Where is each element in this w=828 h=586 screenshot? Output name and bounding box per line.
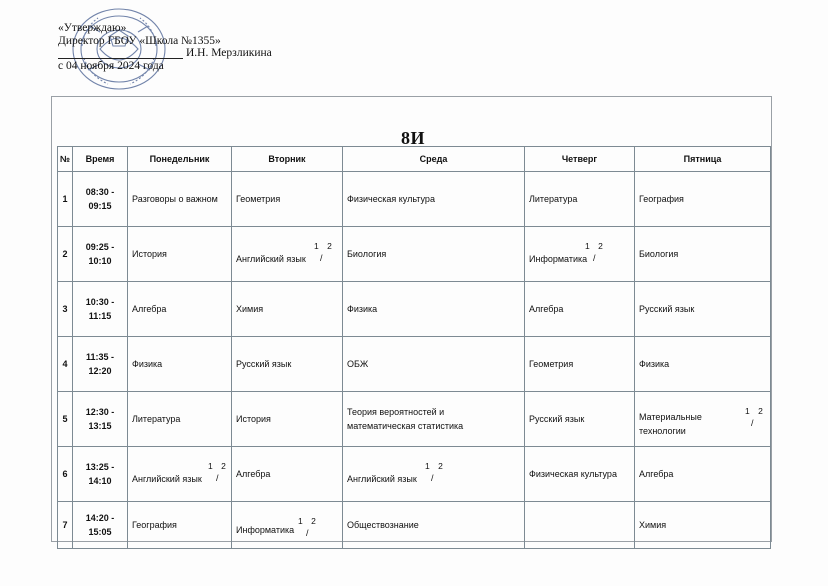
lesson-number: 6: [58, 447, 73, 502]
lesson-cell-fri: [635, 392, 771, 447]
subject-name: Обществознание: [347, 520, 419, 530]
table-row: [58, 502, 771, 549]
time-start: 09:25 -: [85, 242, 115, 252]
lesson-time: [73, 337, 128, 392]
subject-name: Литература: [529, 194, 578, 204]
subject-name: Разговоры о важном: [132, 194, 218, 204]
lesson-cell-tue: [232, 392, 343, 447]
subject-name: Физическая культура: [347, 194, 435, 204]
time-end: 14:10: [88, 476, 112, 486]
subject-name: Литература: [132, 414, 181, 424]
table-row: [58, 392, 771, 447]
time-end: 12:20: [88, 366, 112, 376]
subject-name: География: [132, 520, 177, 530]
lesson-number: 5: [58, 392, 73, 447]
lesson-cell-thu: [525, 282, 635, 337]
time-start: 13:25 -: [85, 462, 115, 472]
lesson-cell-wed: [343, 227, 525, 282]
lesson-number: 3: [58, 282, 73, 337]
header-number: №: [58, 147, 73, 172]
time-start: 12:30 -: [85, 407, 115, 417]
subject-name: Материальные технологии: [639, 412, 702, 437]
subject-name: Английский язык: [132, 474, 202, 485]
subject-name: Геометрия: [529, 359, 574, 369]
subject-name: Физическая культура: [529, 469, 617, 479]
group-divider: /: [751, 418, 754, 428]
subject-name: Алгебра: [529, 304, 564, 314]
class-title: 8И: [400, 128, 425, 148]
lesson-cell-fri: [635, 227, 771, 282]
header-thursday: Четверг: [525, 147, 635, 172]
lesson-cell-tue: [232, 337, 343, 392]
lesson-cell-thu: [525, 502, 635, 549]
lesson-time: [73, 392, 128, 447]
lesson-cell-wed: [343, 392, 525, 447]
approval-line1: «Утверждаю»: [58, 22, 127, 34]
subject-name: География: [639, 194, 684, 204]
approval-date: с 04 ноября 2024 года: [58, 60, 164, 72]
lesson-cell-thu: [525, 337, 635, 392]
subject-name: Физика: [639, 359, 670, 369]
subject-name: Теория вероятностей и математическая статистика: [347, 407, 464, 431]
table-row: [58, 337, 771, 392]
time-start: 10:30 -: [85, 297, 115, 307]
time-end: 13:15: [88, 421, 112, 431]
approval-line2: Директор ГБОУ «Школа №1355»: [58, 34, 221, 47]
lesson-cell-fri: [635, 282, 771, 337]
lesson-number: 2: [58, 227, 73, 282]
time-start: 08:30 -: [85, 187, 115, 197]
lesson-cell-tue: [232, 282, 343, 337]
lesson-time: [73, 282, 128, 337]
signature-rule: [58, 58, 183, 59]
subject-name: Алгебра: [132, 304, 167, 314]
subject-name: Химия: [639, 520, 667, 530]
group-divider: /: [216, 473, 219, 483]
group-divider: /: [431, 473, 434, 483]
group-marks: 1 2: [425, 461, 446, 471]
group-marks: 1 2: [745, 406, 766, 416]
lesson-cell-thu: [525, 227, 635, 282]
subject-name: Алгебра: [639, 469, 674, 479]
group-marks: 1 2: [298, 516, 319, 526]
lesson-cell-fri: [635, 447, 771, 502]
subject-name: Физика: [347, 304, 378, 314]
lesson-number: 4: [58, 337, 73, 392]
lesson-cell-mon: [128, 282, 232, 337]
header-row: [58, 147, 771, 172]
lesson-cell-tue: [232, 172, 343, 227]
subject-name: Информатика: [529, 254, 588, 265]
subject-name: Физика: [132, 359, 163, 369]
group-marks: 1 2: [585, 241, 606, 251]
lesson-cell-mon: [128, 337, 232, 392]
group-divider: /: [320, 253, 323, 263]
subject-name: Алгебра: [236, 469, 271, 479]
time-end: 11:15: [88, 311, 112, 321]
lesson-cell-tue: [232, 447, 343, 502]
subject-name: Геометрия: [236, 194, 281, 204]
lesson-time: [73, 227, 128, 282]
lesson-cell-fri: [635, 502, 771, 549]
group-marks: 1 2: [208, 461, 229, 471]
lesson-cell-wed: [343, 282, 525, 337]
lesson-cell-tue: [232, 502, 343, 549]
table-row: [58, 172, 771, 227]
table-row: [58, 282, 771, 337]
lesson-cell-mon: [128, 227, 232, 282]
lesson-number: 1: [58, 172, 73, 227]
lesson-cell-thu: [525, 392, 635, 447]
subject-name: Биология: [347, 249, 387, 259]
lesson-time: [73, 172, 128, 227]
header-friday: Пятница: [635, 147, 771, 172]
time-start: 11:35 -: [85, 352, 115, 362]
subject-name: Биология: [639, 249, 679, 259]
lesson-cell-wed: [343, 337, 525, 392]
header-wednesday: Среда: [343, 147, 525, 172]
subject-name: Английский язык: [236, 254, 306, 265]
lesson-cell-mon: [128, 392, 232, 447]
lesson-cell-thu: [525, 447, 635, 502]
subject-name: История: [132, 249, 167, 259]
subject-name: Информатика: [236, 524, 295, 535]
subject-name: Русский язык: [529, 414, 585, 424]
header-tuesday: Вторник: [232, 147, 343, 172]
lesson-cell-mon: [128, 447, 232, 502]
approval-block: [58, 22, 272, 73]
subject-name: Русский язык: [236, 359, 292, 369]
subject-name: Русский язык: [639, 304, 695, 314]
signature-line: [58, 47, 272, 60]
subject-name: Химия: [236, 304, 264, 314]
signer-name: И.Н. Мерзликина: [186, 47, 272, 59]
lesson-time: [73, 447, 128, 502]
lesson-cell-tue: [232, 227, 343, 282]
lesson-cell-wed: [343, 447, 525, 502]
time-end: 10:10: [88, 256, 112, 266]
lesson-cell-mon: [128, 502, 232, 549]
time-end: 15:05: [88, 527, 112, 537]
lesson-number: 7: [58, 502, 73, 549]
lesson-cell-fri: [635, 337, 771, 392]
header-monday: Понедельник: [128, 147, 232, 172]
header-time: Время: [73, 147, 128, 172]
subject-name: Английский язык: [347, 474, 417, 485]
group-divider: /: [593, 253, 596, 263]
table-row: [58, 447, 771, 502]
lesson-cell-thu: [525, 172, 635, 227]
time-end: 09:15: [88, 201, 112, 211]
subject-name: История: [236, 414, 271, 424]
lesson-cell-fri: [635, 172, 771, 227]
group-marks: 1 2: [314, 241, 335, 251]
time-start: 14:20 -: [85, 513, 115, 523]
timetable: [57, 146, 771, 549]
subject-name: ОБЖ: [347, 359, 369, 369]
lesson-cell-wed: [343, 502, 525, 549]
lesson-cell-wed: [343, 172, 525, 227]
lesson-cell-mon: [128, 172, 232, 227]
table-row: [58, 227, 771, 282]
lesson-time: [73, 502, 128, 549]
group-divider: /: [306, 528, 309, 538]
